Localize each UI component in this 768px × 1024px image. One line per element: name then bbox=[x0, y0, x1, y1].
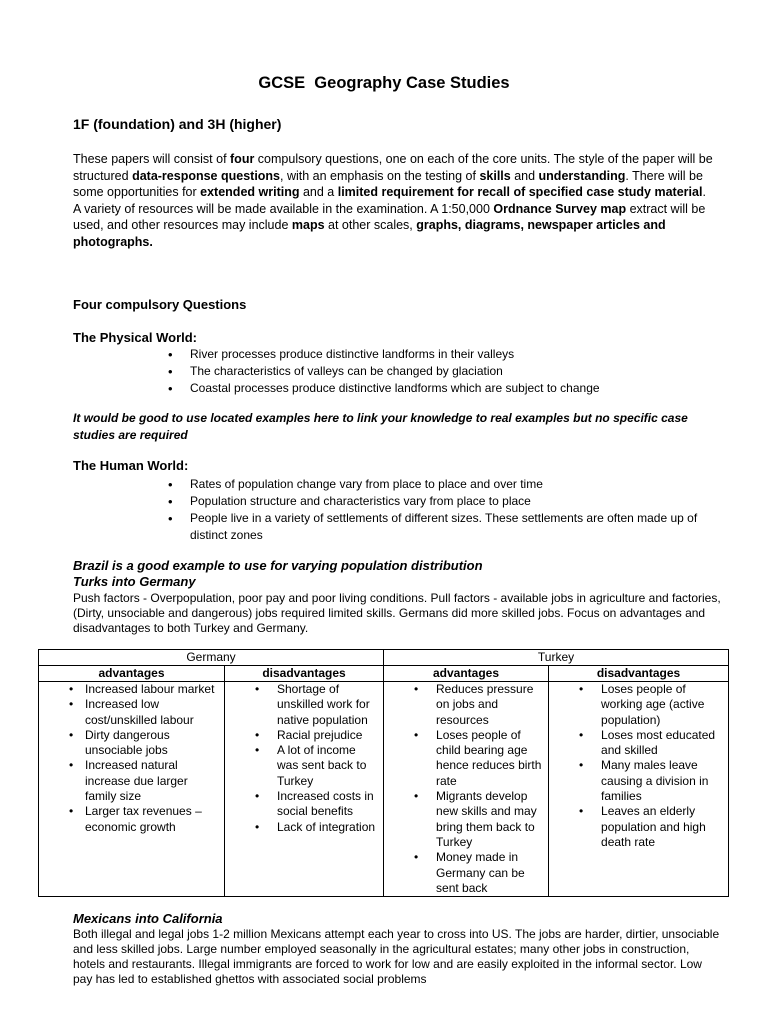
table-list-item: • Larger tax revenues – economic growth bbox=[45, 804, 220, 835]
list-item: • River processes produce distinctive landforms in their valleys bbox=[166, 346, 706, 363]
table-list-item: • Racial prejudice bbox=[231, 728, 379, 743]
germany-disadvantages-cell bbox=[225, 682, 384, 897]
table-list-item: • Dirty dangerous unsociable jobs bbox=[45, 728, 220, 759]
table-list-item: • Increased natural increase due larger family size bbox=[45, 758, 220, 804]
list-item: • The characteristics of valleys can be changed by glaciation bbox=[166, 363, 706, 380]
table-list-item: • Reduces pressure on jobs and resources bbox=[390, 682, 544, 728]
mexicans-heading: Mexicans into California bbox=[73, 911, 223, 926]
table-list-item: • Leaves an elderly population and high death rate bbox=[555, 804, 724, 850]
four-questions-heading: Four compulsory Questions bbox=[73, 297, 247, 312]
table-subheader-turkey-advantages: advantages bbox=[384, 666, 549, 682]
human-world-heading: The Human World: bbox=[73, 458, 189, 473]
turks-heading: Turks into Germany bbox=[73, 574, 196, 589]
human-world-list bbox=[166, 476, 706, 544]
table-list-item: • Increased low cost/unskilled labour bbox=[45, 697, 220, 728]
table-list-item: • Many males leave causing a division in families bbox=[555, 758, 724, 804]
germany-advantages-cell bbox=[39, 682, 225, 897]
table-list-item: • Loses people of child bearing age hence reduces birth rate bbox=[390, 728, 544, 789]
table-list-item: • Increased labour market bbox=[45, 682, 220, 697]
list-item: • Population structure and characteristics vary from place to place bbox=[166, 493, 706, 510]
turkey-advantages-cell bbox=[384, 682, 549, 897]
brazil-note: Brazil is a good example to use for varying population distribution bbox=[73, 558, 483, 573]
table-header-turkey: Turkey bbox=[384, 650, 729, 666]
table-list-item: • Loses most educated and skilled bbox=[555, 728, 724, 759]
table-list-item: • A lot of income was sent back to Turkey bbox=[231, 743, 379, 789]
exam-tiers-heading: 1F (foundation) and 3H (higher) bbox=[73, 116, 282, 132]
table-subheader-germany-disadvantages: disadvantages bbox=[225, 666, 384, 682]
physical-world-list bbox=[166, 346, 706, 397]
list-item: • People live in a variety of settlements of different sizes. These settlements are often made up of distinct zones bbox=[166, 510, 706, 544]
table-list-item: • Money made in Germany can be sent back bbox=[390, 850, 544, 896]
table-list-item: • Increased costs in social benefits bbox=[231, 789, 379, 820]
table-subheader-turkey-disadvantages: disadvantages bbox=[549, 666, 729, 682]
mexicans-paragraph: Both illegal and legal jobs 1-2 million Mexicans attempt each year to cross into US. The jobs are harder, dirtier, unsociable and less skilled jobs. Large number employed seasonally in the agricultural estates; many other jobs in construction, hotels and restaurants. Illegal immigrants are forced to work for low and are easily exploited in the informal sector. Low pay has led to established ghettos with associated social problems bbox=[73, 927, 720, 986]
physical-world-heading: The Physical World: bbox=[73, 330, 198, 345]
table-header-germany: Germany bbox=[39, 650, 384, 666]
table-subheader-germany-advantages: advantages bbox=[39, 666, 225, 682]
physical-world-note: It would be good to use located examples here to link your knowledge to real examples but no specific case studies are required bbox=[73, 411, 688, 442]
turkey-disadvantages-cell bbox=[549, 682, 729, 897]
table-list-item: • Loses people of working age (active population) bbox=[555, 682, 724, 728]
table-list-item: • Migrants develop new skills and may bring them back to Turkey bbox=[390, 789, 544, 850]
migration-impact-table bbox=[38, 649, 729, 897]
intro-paragraph: These papers will consist of four compulsory questions, one on each of the core units. The style of the paper will be structured data-response questions, with an emphasis on the testing of skills and understanding. There will be some opportunities for extended writing and a limited requirement for recall of specified case study material. A variety of resources will be made available in the examination. A 1:50,000 Ordnance Survey map extract will be used, and other resources may include maps at other scales, graphs, diagrams, newspaper articles and photographs. bbox=[73, 152, 713, 249]
table-list-item: • Shortage of unskilled work for native population bbox=[231, 682, 379, 728]
document-title: GCSE Geography Case Studies bbox=[258, 74, 510, 92]
table-list-item: • Lack of integration bbox=[231, 820, 379, 835]
list-item: • Rates of population change vary from place to place and over time bbox=[166, 476, 706, 493]
turks-paragraph: Push factors - Overpopulation, poor pay and poor living conditions. Pull factors - available jobs in agriculture and factories, (Dirty, unsociable and dangerous) jobs required limited skills. Germans did more skilled jobs. Focus on advantages and disadvantages to both Turkey and Germany. bbox=[73, 591, 721, 635]
list-item: • Coastal processes produce distinctive landforms which are subject to change bbox=[166, 380, 706, 397]
